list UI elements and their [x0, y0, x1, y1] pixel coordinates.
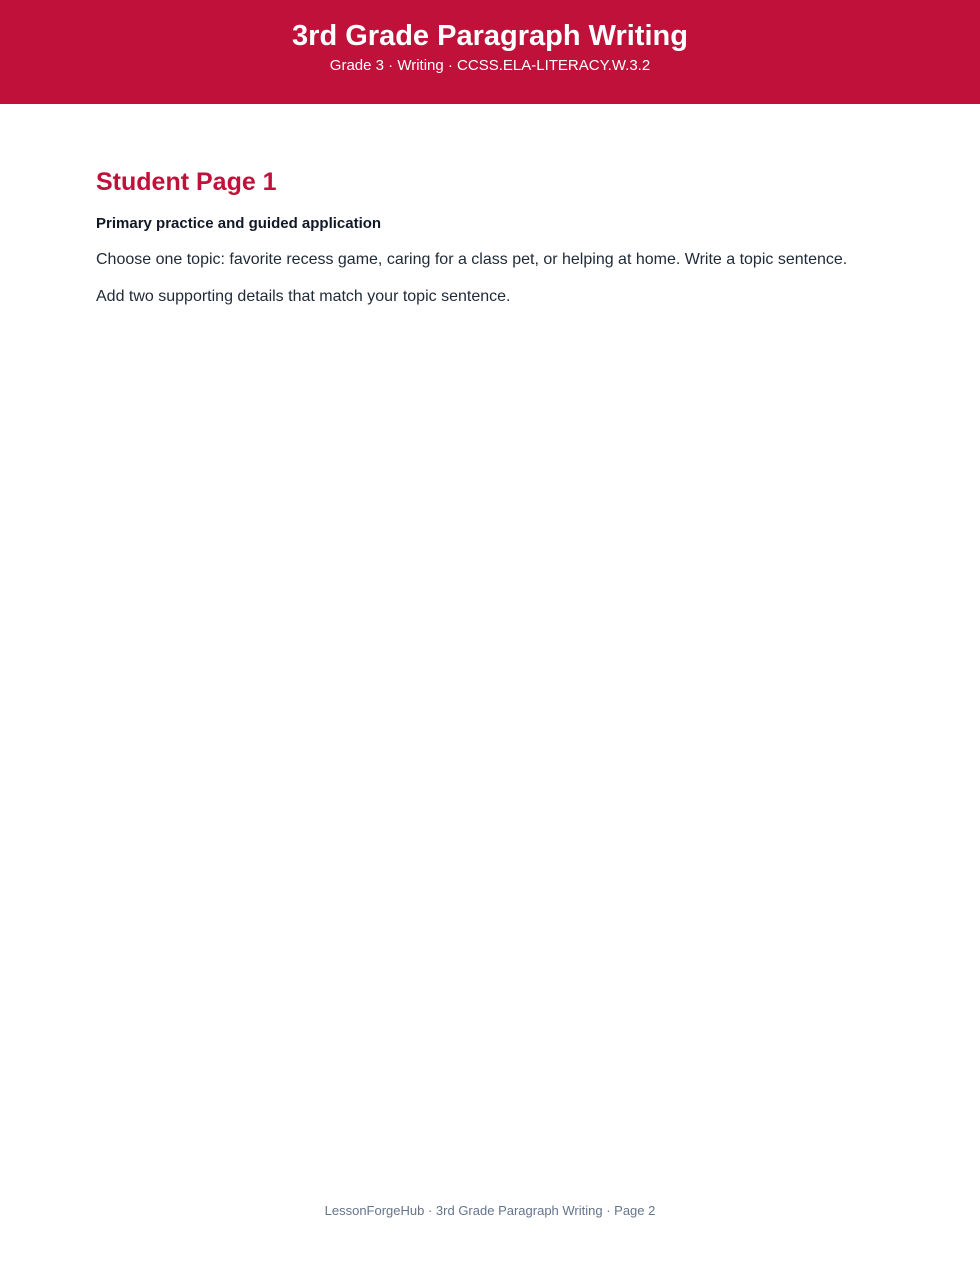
instruction-1: Choose one topic: favorite recess game, caring for a class pet, or helping at home. Write a topic sentence.: [96, 251, 848, 268]
section-subtitle: Primary practice and guided application: [96, 215, 382, 232]
page-footer: LessonForgeHub · 3rd Grade Paragraph Writing · Page 2: [324, 1203, 656, 1218]
document-title: 3rd Grade Paragraph Writing: [292, 20, 688, 52]
header-band: [0, 0, 980, 104]
instruction-2: Add two supporting details that match your topic sentence.: [96, 288, 511, 305]
section-title: Student Page 1: [96, 168, 277, 196]
document-subtitle: Grade 3 · Writing · CCSS.ELA-LITERACY.W.3.2: [329, 57, 651, 74]
main-content: [96, 166, 896, 308]
